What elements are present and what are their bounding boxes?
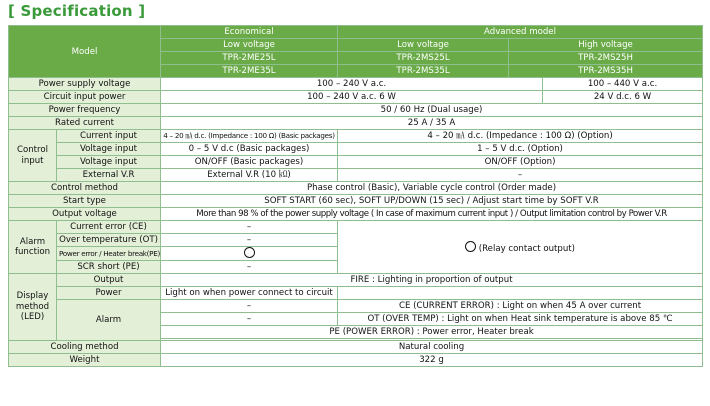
external-vr-adv: – [338, 169, 703, 182]
alarm-function-group-label-2: function [14, 247, 51, 257]
power-frequency-value: 50 / 60 Hz (Dual usage) [161, 104, 703, 117]
display-power-econ: Light on when power connect to circuit [161, 287, 338, 300]
display-alarm-full-3: PE (POWER ERROR) : Power error, Heater break [161, 326, 703, 339]
output-voltage-label: Output voltage [9, 208, 161, 221]
econ-model-2: TPR-2ME35L [161, 65, 338, 78]
current-input-label: Current input [57, 130, 161, 143]
over-temperature-label: Over temperature (OT) [57, 234, 161, 247]
table-row [9, 91, 703, 104]
table-row [9, 156, 703, 169]
weight-value: 322 g [161, 354, 703, 367]
display-alarm-econ-2: – [161, 313, 338, 326]
page-title: [ Specification ] [8, 2, 146, 20]
table-row [9, 208, 703, 221]
power-supply-voltage-high: 100 – 440 V a.c. [543, 78, 703, 91]
display-method-group-label-2: method [15, 301, 50, 312]
weight-label: Weight [9, 354, 161, 367]
display-method-group-label [9, 274, 57, 341]
alarm-function-group-label [9, 221, 57, 274]
adv-low-model-1: TPR-2MS25L [338, 52, 509, 65]
display-alarm-adv-2: OT (OVER TEMP) : Light on when Heat sink temperature is above 85 ℃ [338, 313, 703, 326]
power-error-label: Power error / Heater break(PE) [57, 247, 161, 261]
table-row [9, 26, 703, 39]
table-row [9, 182, 703, 195]
voltage-input-label: Voltage input [57, 143, 161, 156]
circuit-input-power-high: 24 V d.c. 6 W [543, 91, 703, 104]
econ-model-1: TPR-2ME25L [161, 52, 338, 65]
adv-low-voltage: Low voltage [338, 39, 509, 52]
economical-header: Economical [161, 26, 338, 39]
table-row [9, 300, 703, 313]
control-input-group-label-2: input [21, 155, 44, 166]
circle-icon [244, 247, 255, 258]
adv-high-model-2: TPR-2MS35H [509, 65, 703, 78]
adv-high-voltage: High voltage [509, 39, 703, 52]
external-vr-econ: External V.R (10 ㏀) [161, 169, 338, 182]
output-voltage-value: More than 98 % of the power supply voltage ( In case of maximum current input ) / Output limitation control by Power V.R [161, 208, 703, 221]
current-error-label: Current error (CE) [57, 221, 161, 234]
alarm-adv-cell [338, 221, 703, 274]
cooling-method-value: Natural cooling [161, 341, 703, 354]
table-row [9, 221, 703, 234]
circle-icon [465, 241, 476, 252]
table-row [9, 104, 703, 117]
rated-current-value: 25 A / 35 A [161, 117, 703, 130]
current-error-econ: – [161, 221, 338, 234]
power-supply-voltage-label: Power supply voltage [9, 78, 161, 91]
alarm-adv-text: (Relay contact output) [478, 243, 576, 254]
current-input-adv: 4 – 20 ㎃ d.c. (Impedance : 100 Ω) (Option) [338, 130, 703, 143]
rated-current-label: Rated current [9, 117, 161, 130]
voltage-onoff-econ: ON/OFF (Basic packages) [161, 156, 338, 169]
start-type-value: SOFT START (60 sec), SOFT UP/DOWN (15 sec) / Adjust start time by SOFT V.R [161, 195, 703, 208]
control-method-value: Phase control (Basic), Variable cycle control (Order made) [161, 182, 703, 195]
table-row [9, 354, 703, 367]
power-frequency-label: Power frequency [9, 104, 161, 117]
table-row [9, 130, 703, 143]
display-method-group-label-3: (LED) [20, 312, 45, 323]
start-type-label: Start type [9, 195, 161, 208]
table-row [9, 287, 703, 300]
control-input-group-label-1: Control [16, 145, 49, 155]
scr-short-econ: – [161, 261, 338, 274]
econ-low-voltage: Low voltage [161, 39, 338, 52]
display-power-label: Power [57, 287, 161, 300]
scr-short-label: SCR short (PE) [57, 261, 161, 274]
table-row [9, 169, 703, 182]
voltage-input-adv: 1 – 5 V d.c. (Option) [338, 143, 703, 156]
display-method-group-label-1: Display [16, 291, 49, 302]
voltage-input-econ: 0 – 5 V d.c (Basic packages) [161, 143, 338, 156]
display-output-value: FIRE : Lighting in proportion of output [161, 274, 703, 287]
display-power-adv [338, 287, 703, 300]
table-row [9, 117, 703, 130]
external-vr-label: External V.R [57, 169, 161, 182]
display-output-label: Output [57, 274, 161, 287]
adv-low-model-2: TPR-2MS35L [338, 65, 509, 78]
display-alarm-label: Alarm [57, 300, 161, 341]
display-alarm-adv-1: CE (CURRENT ERROR) : Light on when 45 A over current [338, 300, 703, 313]
current-input-econ: 4 – 20 ㎃ d.c. (Impedance : 100 Ω) (Basic packages) [161, 130, 338, 143]
power-supply-voltage-low: 100 – 240 V a.c. [161, 78, 543, 91]
table-row [9, 341, 703, 354]
control-method-label: Control method [9, 182, 161, 195]
table-row [9, 143, 703, 156]
power-error-econ [161, 247, 338, 261]
circuit-input-power-label: Circuit input power [9, 91, 161, 104]
table-row [9, 78, 703, 91]
model-label: Model [9, 26, 161, 78]
advanced-header: Advanced model [338, 26, 703, 39]
circuit-input-power-low: 100 – 240 V a.c. 6 W [161, 91, 543, 104]
adv-high-model-1: TPR-2MS25H [509, 52, 703, 65]
voltage-onoff-adv: ON/OFF (Option) [338, 156, 703, 169]
alarm-function-group-label-1: Alarm [19, 236, 46, 247]
control-input-group-label [9, 130, 57, 182]
table-row [9, 274, 703, 287]
spec-table [8, 25, 703, 367]
table-row [9, 195, 703, 208]
display-alarm-econ-1: – [161, 300, 338, 313]
voltage-onoff-label: Voltage input [57, 156, 161, 169]
cooling-method-label: Cooling method [9, 341, 161, 354]
over-temperature-econ: – [161, 234, 338, 247]
